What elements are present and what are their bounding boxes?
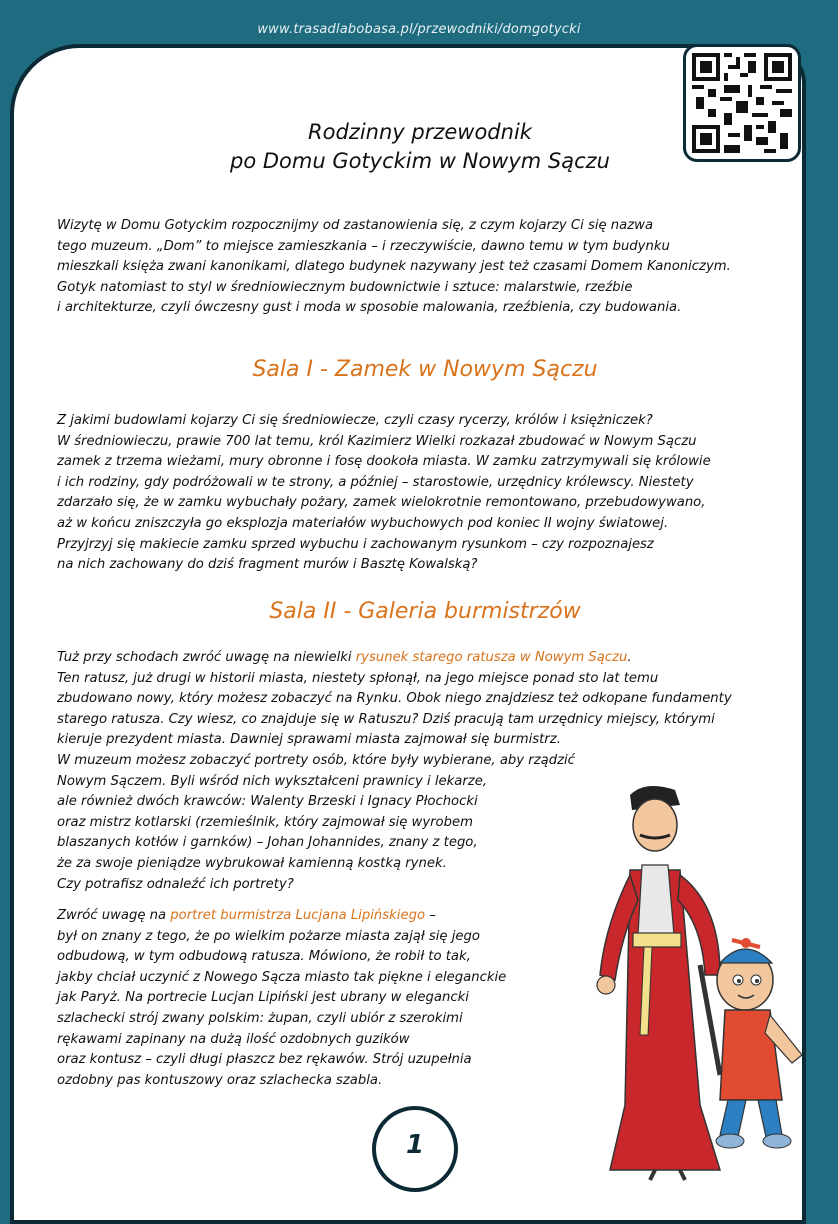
title-line-1: Rodzinny przewodnik <box>308 120 532 144</box>
ratusz-drawing-link[interactable]: rysunek starego ratusza w Nowym Sączu <box>355 650 628 665</box>
page-title <box>120 118 720 176</box>
lipinski-portrait-link[interactable]: portret burmistrza Lucjana Lipińskiego <box>170 908 426 923</box>
sala-1-paragraph: Z jakimi budowlami kojarzy Ci się średniowiecze, czyli czasy rycerzy, królów i księżniczek? W średniowieczu, prawie 700 lat temu, król Kazimierz Wielki rozkazał zbudować w Nowym Sączu zamek z trzema wieżami, mury obronne i fosę dookoła miasta. W zamku zatrzymywali się królowie i ich rodziny, gdy podróżowali w te strony, a później – starostowie, urzędnicy królewscy. Niestety zdarzało się, że w zamku wybuchały pożary, zamek wielokrotnie remontowano, przebudowywano, aż w końcu zniszczyła go eksplozja materiałów wybuchowych pod koniec II wojny światowej. Przyjrzyj się makiecie zamku sprzed wybuchu i zachowanym rysunkom – czy rozpoznajesz na nich zachowany do dziś fragment murów i Basztę Kowalską? <box>57 413 711 573</box>
text-segment: – był on znany z tego, że po wielkim pożarze miasta zajął się jego odbudową, w tym odbudową ratusza. Mówiono, że robił to tak, jakby chciał uczynić z Nowego Sącza miasto tak piękne i eleganckie jak Paryż. Na portrecie Lucjan Lipiński jest ubrany w elegancki szlachecki strój zwany polskim: żupan, czyli ubiór z szerokimi rękawami zapinany na dużą ilość ozdobnych guzików oraz kontusz – czyli długi płaszcz bez rękawów. Strój uzupełnia ozdobny pas kontuszowy oraz szlachecka szabla. <box>57 908 507 1088</box>
nobleman-and-boy-illustration <box>570 775 820 1181</box>
text-segment: . Ten ratusz, już drugi w historii miasta, niestety spłonął, na jego miejsce ponad sto lat temu zbudowano nowy, który możesz zobaczyć na Rynku. Obok niego znajdziesz też odkopane fundamenty starego ratusza. Czy wiesz, co znajduje się w Ratuszu? Dziś pracują tam urzędnicy miejscy, którymi kieruje prezydent miasta. Dawniej sprawami miasta zajmował się burmistrz. W muzeum możesz zobaczyć portrety osób, które były wybierane, aby rządzić Nowym Sączem. Byli wśród nich wykształceni prawnicy i lekarze, ale również dwóch krawców: Walenty Brzeski i Ignacy Płochocki oraz mistrz kotlarski (rzemieślnik, który zajmował się wyrobem blaszanych kotłów i garnków) – Johan Johannides, znany z tego, że za swoje pieniądze wybrukował kamienną kostką rynek. Czy potrafisz odnaleźć ich portrety? <box>57 650 732 892</box>
title-line-2: po Domu Gotyckim w Nowym Sączu <box>230 149 610 173</box>
sala-2-heading: Sala II - Galeria burmistrzów <box>269 599 581 624</box>
source-url[interactable]: www.trasadlabobasa.pl/przewodniki/domgotycki <box>257 22 581 37</box>
intro-paragraph: Wizytę w Domu Gotyckim rozpocznijmy od zastanowienia się, z czym kojarzy Ci się nazwa tego muzeum. „Dom” to miejsce zamieszkania – i rzeczywiście, dawno temu w tym budynku mieszkali księża zwani kanonikami, dlatego budynek nazywany jest też czasami Domem Kanoniczym. Gotyk natomiast to styl w średniowiecznym budownictwie i sztuce: malarstwie, rzeźbie i architekturze, czyli ówczesny gust i moda w sposobie malowania, rzeźbienia, czy budowania. <box>57 218 731 316</box>
sala-1-heading: Sala I - Zamek w Nowym Sączu <box>252 357 598 382</box>
text-segment: Tuż przy schodach zwróć uwagę na niewielki <box>57 650 356 665</box>
page-number: 1 <box>372 1106 458 1192</box>
text-segment: Zwróć uwagę na <box>57 908 171 923</box>
